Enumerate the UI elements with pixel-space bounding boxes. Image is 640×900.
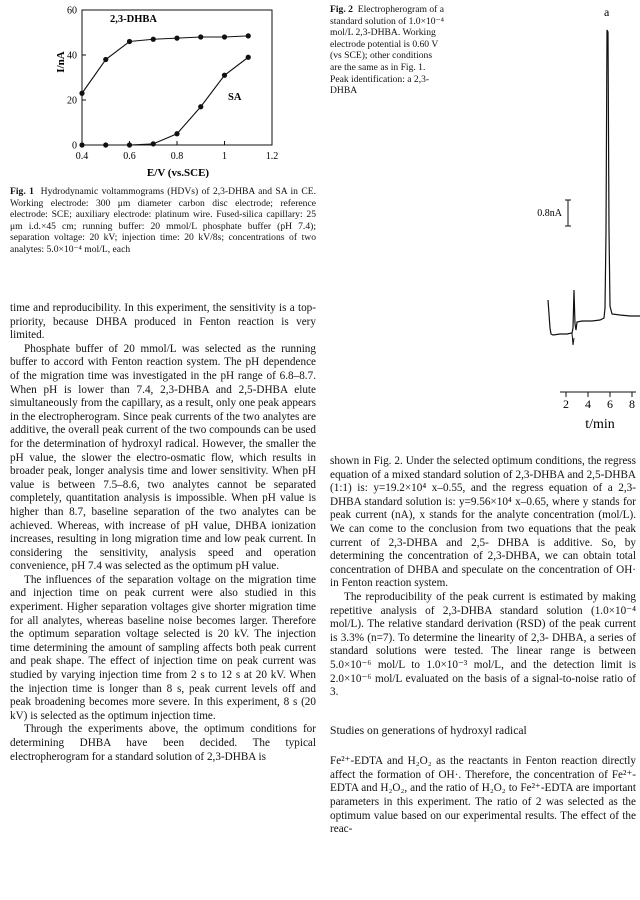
data-point xyxy=(79,91,84,96)
injection-spike xyxy=(572,333,574,345)
series-label-sa: SA xyxy=(228,92,242,103)
x-tick-label: 8 xyxy=(629,397,635,411)
peak-label: a xyxy=(604,5,610,19)
data-point xyxy=(246,55,251,60)
data-point xyxy=(222,34,227,39)
y-tick-label: 40 xyxy=(67,50,77,62)
series-line-sa xyxy=(82,57,248,145)
y-tick-label: 0 xyxy=(72,140,77,152)
paragraph: shown in Fig. 2. Under the selected optimum conditions, the regress equation of a mixed standard solution of 2,3-DHBA and 2,5-DHBA (1:1) is: y=19.2×10⁴ x–0.55, and the regress equation of a 2,3-DHBA standard solution is: y=9.56×10⁴ x–0.65, where y stands for peak current (nA), x stands for the analyte concentration (mol/L). We can come to the conclusion from two equations that the peak current of 2,3-DHBA and 2,5- DHBA is additive. So, by determining the concentration of 2,3-DHBA, we can obtain total concentration of DHBA and speculate on the concentration of OH· in Fenton reaction system. xyxy=(330,455,636,590)
x-tick-label: 0.6 xyxy=(123,151,136,162)
section-heading: Studies on generations of hydroxyl radical xyxy=(330,723,527,737)
data-point xyxy=(127,142,132,147)
y-tick-label: 20 xyxy=(67,95,77,107)
data-point xyxy=(151,141,156,146)
data-point xyxy=(198,34,203,39)
x-tick-label: 0.4 xyxy=(75,151,89,162)
data-point xyxy=(246,33,251,38)
y-tick-label: 60 xyxy=(67,5,77,17)
series-line-dhba xyxy=(82,36,248,93)
x-tick-label: 4 xyxy=(585,397,591,411)
paragraph: Through the experiments above, the optimum conditions for determining DHBA have been decided. The typical electropherogram for a standard solution of 2,3-DHBA is xyxy=(10,723,316,763)
x-axis-label: t/min xyxy=(585,417,615,432)
figure-2-electropherogram xyxy=(520,0,640,440)
x-tick-label: 1 xyxy=(222,151,227,162)
data-point xyxy=(222,73,227,78)
data-point xyxy=(103,57,108,62)
x-tick-label: 2 xyxy=(563,397,569,411)
electropherogram-trace xyxy=(548,30,640,335)
x-tick-label: 0.8 xyxy=(170,151,184,162)
paragraph: The reproducibility of the peak current is estimated by making repetitive analysis of 2,3-DHBA standard solution (1.0×10⁻⁴ mol/L). The relative standard derivation (RSD) of the peak current is 3.3% (n=7). To determine the linearity of 2,3- DHBA, a series of standard solutions were tested. The linear range is between 5.0×10⁻⁶ mol/L to 1.0×10⁻³ mol/L, and the detection limit is 2.0×10⁻⁶ mol/L evaluated on the basis of a signal-to-noise ratio of 3. xyxy=(330,590,636,699)
caption-label: Fig. 1 xyxy=(10,186,34,197)
plot-frame xyxy=(82,10,272,145)
x-tick-label: 1.2 xyxy=(265,151,279,162)
figure-1-caption xyxy=(10,186,316,256)
paragraph: Fe²⁺-EDTA and H₂O₂ as the reactants in Fenton reaction directly affect the formation of OH·. Therefore, the concentration of Fe²⁺-EDTA and H₂O₂, and the ratio of H₂O₂ to Fe²⁺-EDTA are important parameters in this experiment. The ratio of 2 was selected as the optimum value based on our experimental results. The effect of the reac- xyxy=(330,755,636,836)
caption-text: Electropherogram of a standard solution of 1.0×10⁻⁴ mol/L 2,3-DHBA. Working electrode potential is 0.60 V (vs SCE); other conditions are the same as in Fig. 1. Peak identification: a 2,3-DHBA xyxy=(330,4,445,97)
paragraph: time and reproducibility. In this experiment, the sensitivity is a top-priority, because DHBA produced in Fenton reaction is very limited. xyxy=(10,302,316,342)
caption-label: Fig. 2 xyxy=(330,4,353,15)
caption-text: Hydrodynamic voltammograms (HDVs) of 2,3-DHBA and SA in CE. Working electrode: 300 μm diameter carbon disc electrode; reference electrode: SCE; auxiliary electrode: platinum wire. Fused-silica capillary: 25 μm i.d.×45 cm; running buffer: 20 mmol/L phosphate buffer (pH 7.4); separation voltage: 20 kV; injection time: 20 kV/8s; concentrations of two analytes: 5.0×10⁻⁴ mol/L, each xyxy=(10,186,316,255)
data-point xyxy=(103,142,108,147)
scale-label: 0.8nA xyxy=(537,208,562,219)
data-point xyxy=(79,142,84,147)
figure-2-caption xyxy=(330,4,446,97)
series-label-dhba: 2,3-DHBA xyxy=(110,14,157,25)
data-point xyxy=(174,36,179,41)
x-tick-label: 6 xyxy=(607,397,613,411)
data-point xyxy=(174,131,179,136)
data-point xyxy=(127,39,132,44)
data-point xyxy=(151,37,156,42)
paragraph: Phosphate buffer of 20 mmol/L was selected as the running buffer to accord with Fenton reaction system. The pH dependence of the migration time was investigated in the pH range of 6.8–8.7. When pH is lower than 7.4, 2,3-DHBA and 2,5-DHBA elute simultaneously from the capillary, as a result, only one peak appears in the electropherogram. Since peak currents of the two analytes are additive, the overall peak current of the two compounds can be used for the determination of hydroxyl radical. However, the smaller the pH value, the slower the electro-osmatic flow, which results in broader peak, longer analysis time and lower sensitivity. When pH value is between 7.5–8.6, two analytes cannot be separated completely, quantitation analysis is impossible. When pH value is higher than 8.7, baseline separation of the two analytes can be achieved. Whereas, with increase of pH value, DHBA ionization increases, resulting in long migration time and low peak current. In considering the sensitivity, analysis speed and operation convenience, pH 7.4 was selected as the optimum pH value. xyxy=(10,342,316,573)
y-axis-label: I/nA xyxy=(55,51,67,73)
x-axis-label: E/V (vs.SCE) xyxy=(146,167,210,179)
figure-1-chart xyxy=(50,0,300,180)
left-column xyxy=(10,302,316,764)
paragraph: The influences of the separation voltage on the migration time and injection time on peak current were also studied in this experiment. Higher separation voltages give shorter migration time for all analytes, whereas baseline noise becomes larger. Therefore the optimum separation voltage selected is 20 kV. The injection time determining the amount of sampling affects both peak current and peak shape. The effect of injection time on peak current was studied by varying injection time from 2 s to 12 s at 20 kV. When the injection time is longer than 8 s, peak current levels off and peak broadening becomes more severe. In this experiment, 8 s (20 kV) is selected as the optimum injection time. xyxy=(10,573,316,722)
data-point xyxy=(198,104,203,109)
right-column xyxy=(330,455,636,837)
